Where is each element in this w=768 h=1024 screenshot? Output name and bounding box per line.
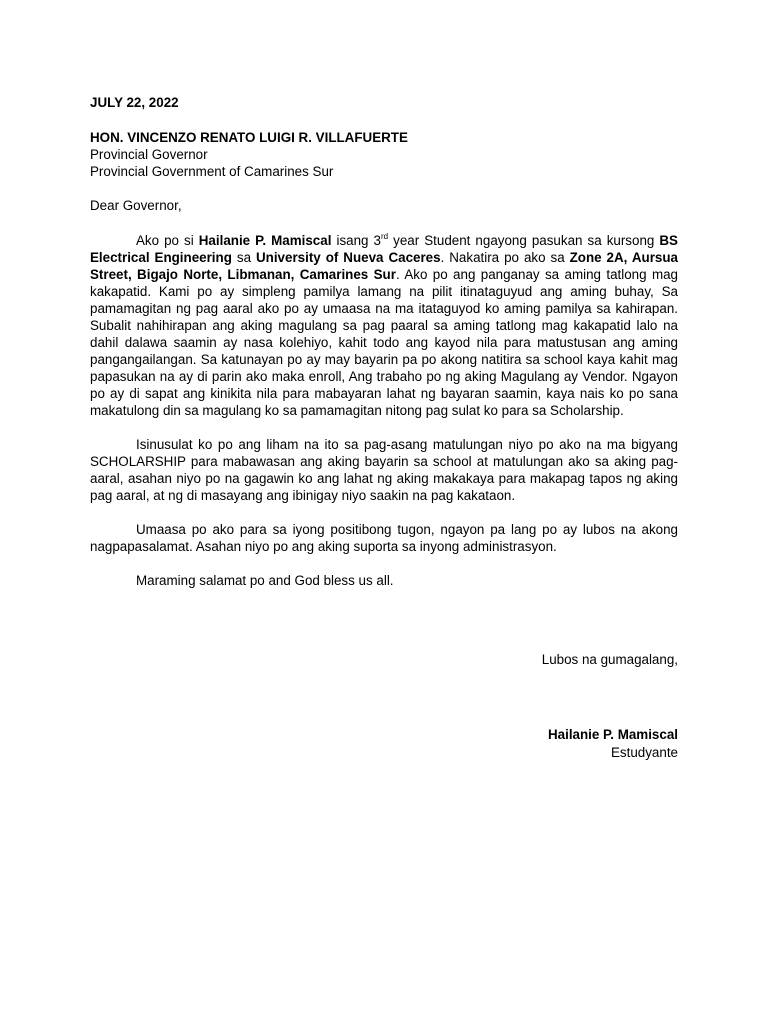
recipient-title: Provincial Governor [90, 147, 208, 162]
letter-date: JULY 22, 2022 [90, 95, 179, 110]
paragraph-1-text: . Nakatira po ako sa [440, 250, 570, 265]
salutation: Dear Governor, [90, 198, 182, 213]
paragraph-1-text: . Ako po ang panganay sa aming tatlong mag kakapatid. Kami po ay simpleng pamilya lamang na pilit itinataguyud ang aming buhay, Sa pamamagitan ng pag aaral ako po ay umaasa na ma itataguyod ko aming pamilya sa kahirapan. Subalit nahihirapan ang aking magulang sa pag paaral sa aming tatlong mag kakapatid lalo na dahil dalawa saamin ay nasa kolehiyo, kahit todo ang kayod nila para matustusan ang aming pangangailangan. Sa katunayan po ay may bayarin pa po akong natitira sa school kaya kahit mag papasukan na ay di parin ako maka enroll, Ang trabaho po ng aking Magulang ay Vendor. Ngayon po ay di sapat ang kinikita nila para mabayaran lahat ng bayaran saamin, kaya nais ko po sana makatulong din sa magulang ko sa pamamagitan nitong pag sulat ko para sa Scholarship. [90, 267, 678, 418]
paragraph-1 [90, 232, 678, 419]
paragraph-1-text: isang 3 [331, 233, 381, 248]
recipient-block [90, 129, 678, 180]
signatory-role: Estudyante [611, 745, 678, 760]
student-name: Hailanie P. Mamiscal [198, 233, 332, 248]
recipient-name: HON. VINCENZO RENATO LUIGI R. VILLAFUERTE [90, 130, 408, 145]
recipient-office: Provincial Government of Camarines Sur [90, 164, 334, 179]
paragraph-3: Umaasa po ako para sa iyong positibong tugon, ngayon pa lang po ay lubos na akong nagpapasalamat. Asahan niyo po ang aking suporta sa inyong administrasyon. [90, 522, 678, 554]
paragraph-4: Maraming salamat po and God bless us all. [136, 573, 394, 588]
paragraph-2: Isinusulat ko po ang liham na ito sa pag-asang matulungan niyo po ako na ma bigyang SCHOLARSHIP para mabawasan ang aking bayarin sa school at matulungan ako sa aking pag-aaral, asahan niyo po na gagawin ko ang lahat ng aking makakaya para makapag tapos ng aking pag aaral, at ng di masayang ang ibinigay niyo saakin na pag kakataon. [90, 437, 678, 503]
paragraph-1-text: sa [231, 250, 256, 265]
paragraph-1-text: Ako po si [136, 233, 199, 248]
ordinal-suffix: rd [380, 232, 389, 241]
closing-line: Lubos na gumagalang, [541, 652, 678, 667]
home-address: Zone 2A, Aursua Street, Bigajo Norte, Libmanan, Camarines Sur [90, 250, 678, 282]
signatory-name: Hailanie P. Mamiscal [547, 727, 678, 742]
paragraph-1-text: year Student ngayong pasukan sa kursong [388, 233, 660, 248]
course-name: BS Electrical Engineering [90, 233, 678, 265]
school-name: University of Nueva Caceres [255, 250, 441, 265]
letter-body [90, 94, 678, 589]
